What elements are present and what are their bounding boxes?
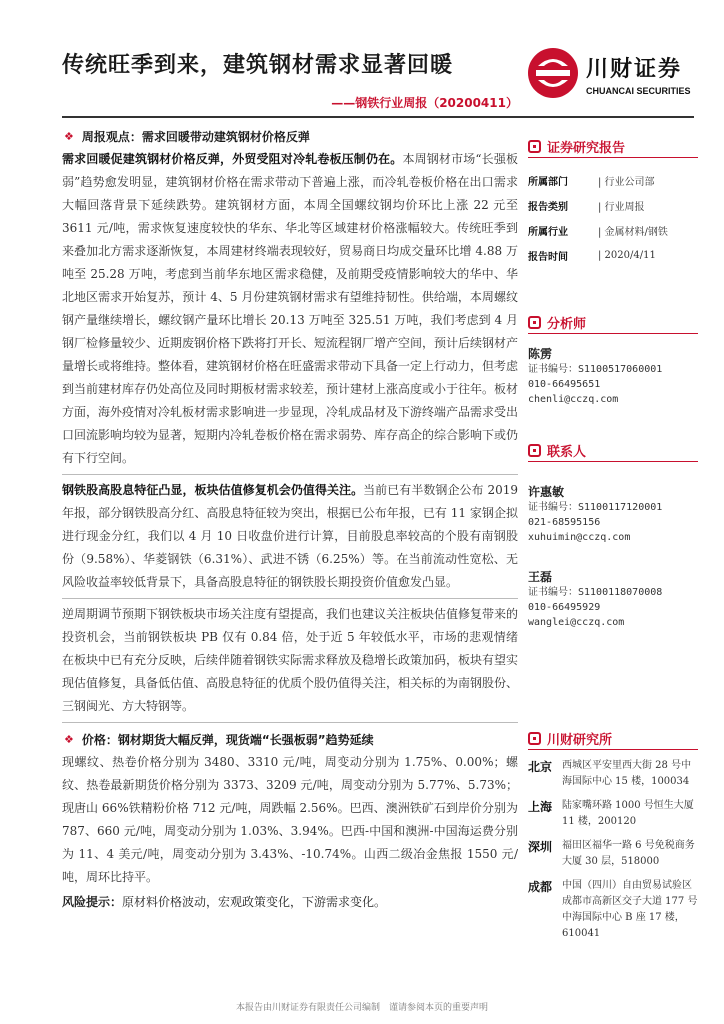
contact-cert: 证书编号：S1100118070008	[528, 587, 663, 598]
header-rule	[62, 116, 694, 118]
section-heading-text: 周报观点：需求回暖带动建筑钢材价格反弹	[81, 129, 310, 144]
institute-city: 成都	[528, 880, 553, 894]
contact-name: 王磊	[528, 570, 553, 584]
main-content	[62, 124, 518, 914]
divider	[62, 474, 518, 475]
info-row	[528, 168, 698, 193]
sidebar-analyst	[528, 312, 698, 407]
sidebar-heading-text: 联系人	[547, 445, 587, 460]
risk-warning	[62, 891, 518, 914]
info-key: 报告时间	[528, 252, 568, 263]
paragraph-body: 当前已有半数钢企公布 2019 年报，部分钢铁股高分红、高股息特征较为突出，根据已公布年报，已有 11 家钢企拟进行现金分红，我们以 4 月 10 日收盘价进行计算，目前股息率较高的个股有南钢股份（9.58%）、华菱钢铁（6.31%）、武进不锈（6.25%）等。在当前流动性宽松、无风险收益率较低背景下，具备高股息特征的钢铁股长期投资价值愈发凸显。	[62, 483, 518, 589]
analyst-name: 陈雳	[528, 347, 553, 361]
diamond-bullet-icon: ❖	[64, 732, 74, 746]
sidebar-heading-text: 分析师	[547, 317, 587, 332]
square-bullet-icon	[528, 316, 541, 329]
paragraph-body: 本周钢材市场“长强板弱”趋势愈发明显，建筑钢材价格在需求带动下普遍上涨，而冷轧卷板价格在出口需求大幅回落背景下延续跌势。建筑钢材方面，本周全国螺纹钢均价环比上涨 22 元至 3611 元/吨，需求恢复速度较快的华东、华北等区域建材价格涨幅较大。传统旺季到来叠加北方需求逐渐恢复，本周建材终端表现较好，贸易商日均成交量环比增 4.88 万吨至 25.28 万吨，考虑到当前华东地区需求稳健，及前期受疫情影响较大的华中、华北地区需求开始复苏，预计 4、5 月份建筑钢材需求有望维持韧性。供给端，本周螺纹钢产量继续增长，螺纹钢产量环比增长 20.13 万吨至 325.51 万吨，我们考虑到 4 月钢厂检修量较少、近期废钢价格下跌将打开长、短流程钢厂增产空间，预计后续钢材产量增长或将维持。整体看，建筑钢材价格在旺盛需求带动下具备一定上行动力，但考虑到当前建材库存仍处高位及同时期板材需求较差，预计建材上涨高度或小于往年。板材方面，海外疫情对冷轧板材需求影响进一步显现，冷轧成品材及下游终端产品需求受出口回流影响均较为显著，短期内冷轧卷板价格在需求弱势、库存高企的综合影响下或仍有下行空间。	[62, 152, 519, 465]
section-heading-price	[62, 727, 518, 751]
sidebar-report-info	[528, 136, 698, 268]
institute-address: 西城区平安里西大街 28 号中海国际中心 15 楼，100034	[562, 760, 692, 787]
sidebar-heading-institute	[528, 728, 698, 750]
paragraph-lead: 需求回暖促建筑钢材价格反弹，外贸受阻对冷轧卷板压制仍在。	[62, 152, 403, 166]
contact-email[interactable]: wanglei@cczq.com	[528, 617, 625, 628]
logo-chinese-name: 川财证券	[586, 57, 683, 82]
sidebar-institute	[528, 728, 698, 942]
report-info-list	[528, 168, 698, 268]
paragraph-valuation: 逆周期调节预期下钢铁板块市场关注度有望提高，我们也建议关注板块估值修复带来的投资机会，当前钢铁板块 PB 仅有 0.84 倍，处于近 5 年较低水平，市场的悲观情绪在板块中已有充分反映，后续伴随着钢铁实际需求释放及稳增长政策加码，板块有望实现估值修复，具备低估值、高股息特征的优质个股仍值得关注，相关标的为南钢股份、三钢闽光、方大特钢等。	[62, 607, 519, 713]
info-value: | 行业公司部	[598, 177, 655, 188]
logo-mark-icon	[528, 48, 578, 98]
square-bullet-icon	[528, 444, 541, 457]
paragraph-dividend	[62, 479, 518, 594]
analyst-phone: 010-66495651	[528, 379, 601, 390]
sidebar-heading-text: 川财研究所	[547, 733, 613, 748]
report-title: 传统旺季到来，建筑钢材需求显著回暖	[62, 53, 454, 78]
analyst-cert: 证书编号：S1100517060001	[528, 364, 663, 375]
section-heading-text: 价格：钢材期货大幅反弹，现货端“长强板弱”趋势延续	[81, 732, 374, 747]
info-key: 所属部门	[528, 177, 568, 188]
diamond-bullet-icon: ❖	[64, 129, 74, 143]
square-bullet-icon	[528, 732, 541, 745]
analyst-email[interactable]: chenli@cczq.com	[528, 394, 619, 405]
risk-text: 原材料价格波动，宏观政策变化，下游需求变化。	[122, 895, 387, 909]
risk-label: 风险提示：	[62, 895, 123, 909]
institute-address: 福田区福华一路 6 号免税商务大厦 30 层，518000	[562, 840, 695, 867]
sidebar-heading-report	[528, 136, 698, 158]
report-subtitle: ——钢铁行业周报（20200411）	[331, 96, 518, 110]
section-heading-weekly-view	[62, 124, 518, 148]
square-bullet-icon	[528, 140, 541, 153]
info-row	[528, 243, 698, 268]
sidebar-heading-text: 证券研究报告	[547, 141, 626, 156]
institute-entry	[528, 758, 698, 790]
institute-city: 北京	[528, 760, 553, 774]
sidebar-heading-analyst	[528, 312, 698, 334]
contact-phone: 010-66495929	[528, 602, 601, 613]
info-key: 报告类别	[528, 202, 568, 213]
paragraph-price: 现螺纹、热卷价格分别为 3480、3310 元/吨，周变动分别为 1.75%、0.00%；螺纹、热卷最新期货价格分别为 3373、3209 元/吨，周变动分别为 5.77%、5.73%；现唐山 66%铁精粉价格 712 元/吨，周跌幅 2.56%。巴西、澳洲铁矿石到岸价分别为 787、660 元/吨，周变动分别为 1.03%、3.94%。巴西-中国和澳洲-中国海运费分别为 11、4 美元/吨，周变动分别为 3.43%、-10.74%。山西二级冶金焦报 1550 元/吨，周环比持平。	[62, 755, 518, 884]
contact-email[interactable]: xuhuimin@cczq.com	[528, 532, 631, 543]
paragraph-lead: 钢铁股高股息特征凸显，板块估值修复机会仍值得关注。	[62, 483, 364, 497]
info-row	[528, 193, 698, 218]
institute-entry	[528, 798, 698, 830]
institute-city: 上海	[528, 800, 553, 814]
divider	[62, 598, 518, 599]
logo-english-name: CHUANCAI SECURITIES	[586, 86, 691, 96]
info-value: | 2020/4/11	[598, 250, 656, 261]
sidebar-heading-contacts	[528, 440, 698, 462]
institute-entry	[528, 878, 698, 942]
page-footer: 本报告由川财证券有限责任公司编制 谨请参阅本页的重要声明	[235, 1003, 488, 1013]
divider	[62, 722, 518, 723]
company-logo	[528, 46, 698, 102]
info-value: | 行业周报	[598, 202, 645, 213]
contact-cert: 证书编号：S1100117120001	[528, 502, 663, 513]
institute-address: 陆家嘴环路 1000 号恒生大厦 11 楼，200120	[562, 800, 694, 827]
sidebar-contacts	[528, 440, 698, 630]
info-value: | 金属材料/钢铁	[598, 227, 668, 238]
institute-address: 中国（四川）自由贸易试验区成都市高新区交子大道 177 号中海国际中心 B 座 17 楼，610041	[562, 880, 698, 939]
contact-phone: 021-68595156	[528, 517, 601, 528]
paragraph-demand	[62, 148, 518, 470]
contact-card	[528, 569, 698, 630]
info-key: 所属行业	[528, 227, 568, 238]
info-row	[528, 218, 698, 243]
institute-city: 深圳	[528, 840, 553, 854]
institute-entry	[528, 838, 698, 870]
contact-name: 许惠敏	[528, 485, 565, 499]
contact-card	[528, 484, 698, 545]
